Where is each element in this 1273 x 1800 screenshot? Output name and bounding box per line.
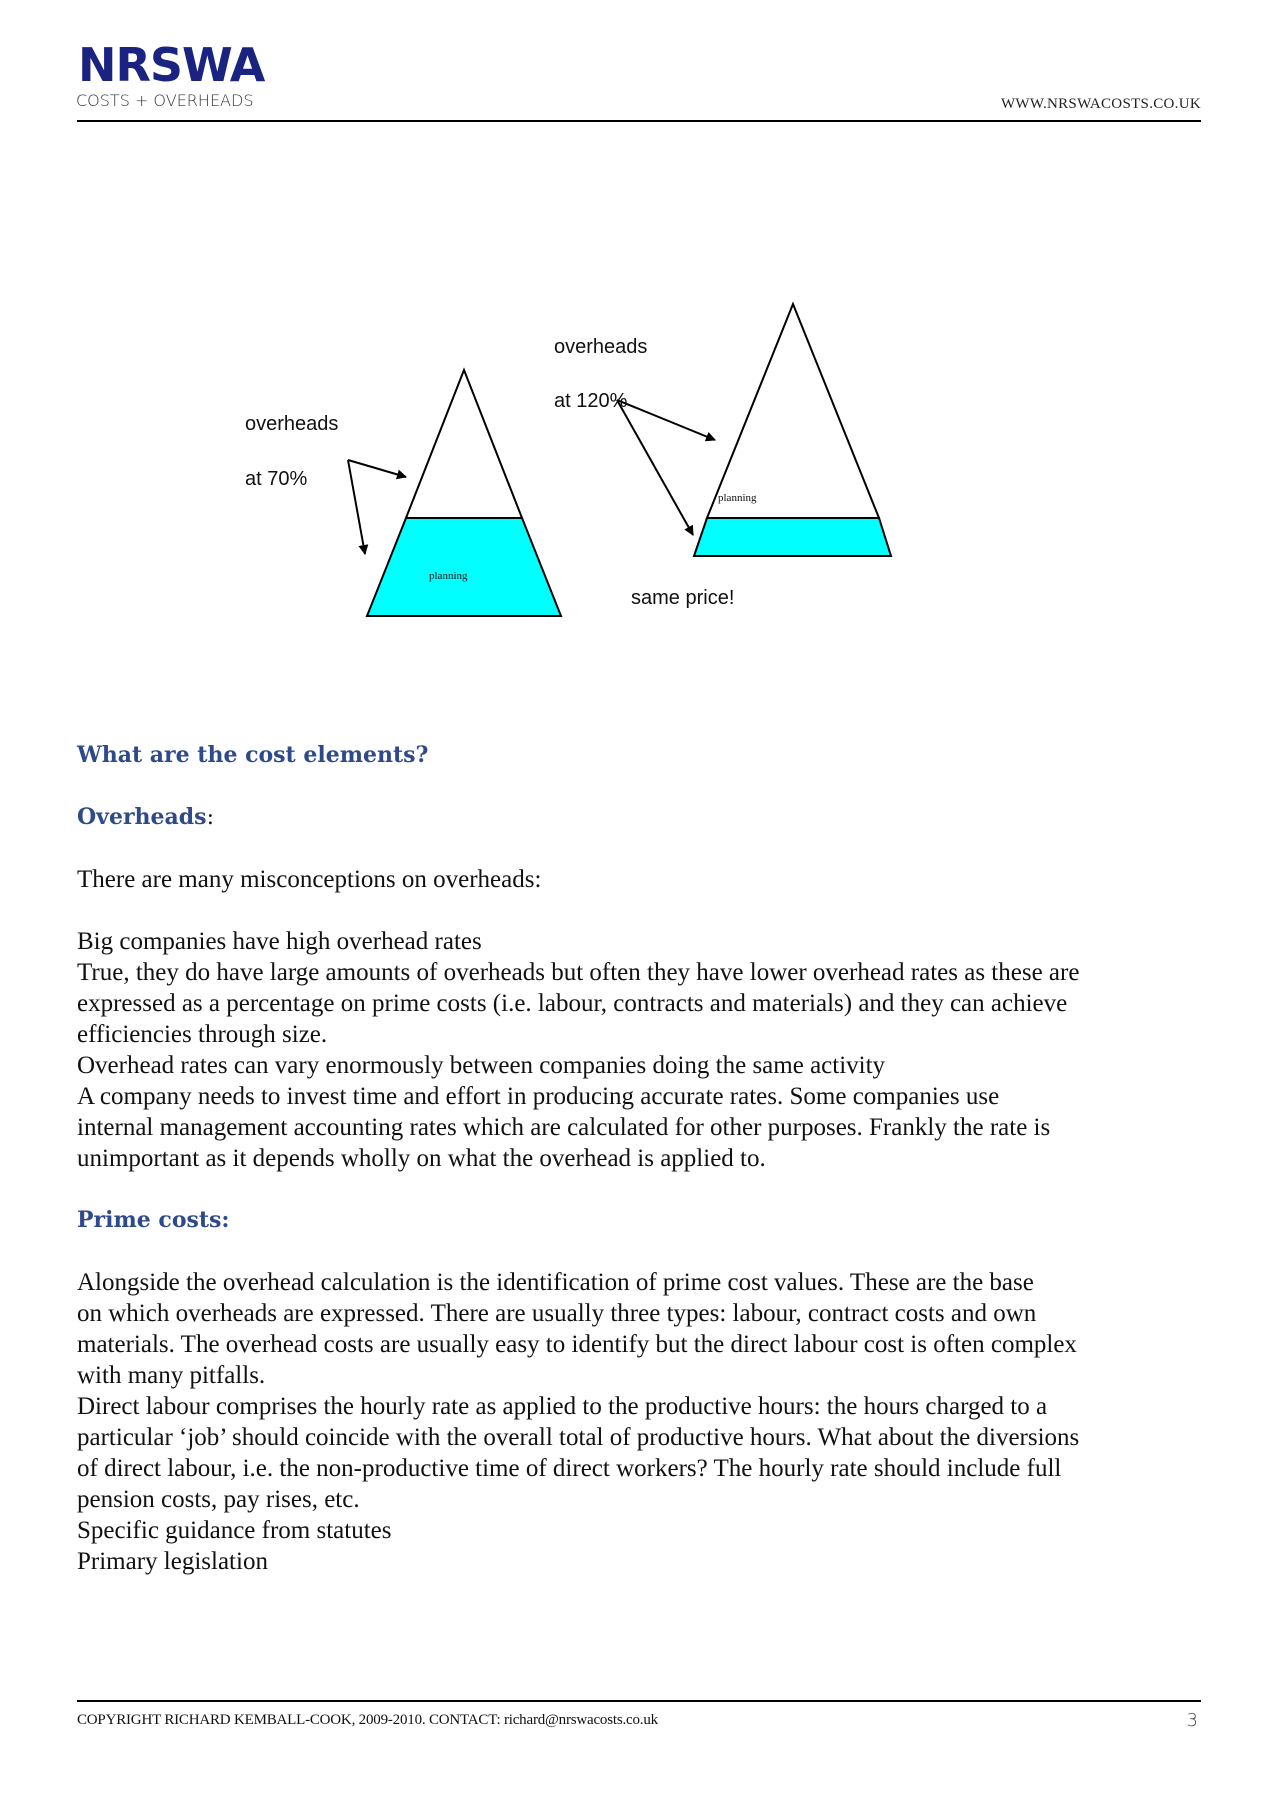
text-line: particular ‘job’ should coincide with the overall total of productive hours. What about the diversions	[77, 1424, 1080, 1451]
right-arrow-to-overheads	[617, 400, 715, 440]
left-overheads-label: overheads	[245, 413, 339, 435]
overheads-intro: There are many misconceptions on overheads:	[77, 866, 542, 893]
website-url: WWW.NRSWACOSTS.CO.UK	[1000, 96, 1201, 112]
logo-title: NRSWA	[78, 38, 265, 92]
right-overheads-label: overheads	[554, 336, 648, 358]
section-heading-cost-elements: What are the cost elements?	[77, 742, 429, 768]
text-line: with many pitfalls.	[77, 1362, 266, 1389]
page-number: 3	[1186, 1710, 1198, 1731]
right-rate-label: at 120%	[554, 390, 628, 412]
overhead-comparison-diagram	[0, 0, 1273, 700]
text-line: internal management accounting rates which are calculated for other purposes. Frankly the rate is	[77, 1114, 1051, 1141]
section-heading-overheads	[77, 802, 1207, 833]
text-line: unimportant as it depends wholly on what the overhead is applied to.	[77, 1145, 766, 1172]
text-line: of direct labour, i.e. the non-productive time of direct workers? The hourly rate should include full	[77, 1455, 1062, 1482]
document-body	[77, 740, 1207, 1577]
footer-copyright: COPYRIGHT RICHARD KEMBALL-COOK, 2009-2010. CONTACT: richard@nrswacosts.co.uk	[77, 1712, 658, 1728]
text-line: efficiencies through size.	[77, 1021, 328, 1048]
logo-subtitle: COSTS + OVERHEADS	[76, 91, 254, 110]
prime-costs-paragraph	[77, 1267, 1207, 1577]
left-overhead-triangle	[406, 370, 522, 518]
text-line: Alongside the overhead calculation is the identification of prime cost values. These are the base	[77, 1269, 1034, 1296]
text-line: Overhead rates can vary enormously between companies doing the same activity	[77, 1052, 886, 1079]
left-planning-base	[367, 518, 561, 616]
text-line: materials. The overhead costs are usually easy to identify but the direct labour cost is often complex	[77, 1331, 1077, 1358]
text-line: True, they do have large amounts of overheads but often they have lower overhead rates as these are	[77, 959, 1080, 986]
left-planning-label: planning	[429, 570, 468, 582]
right-arrow-to-base	[617, 400, 693, 535]
overheads-heading-text: Overheads	[77, 804, 207, 830]
same-price-caption: same price!	[631, 587, 735, 609]
text-line: expressed as a percentage on prime costs (i.e. labour, contracts and materials) and they can achieve	[77, 990, 1068, 1017]
text-line: Direct labour comprises the hourly rate as applied to the productive hours: the hours charged to a	[77, 1393, 1048, 1420]
left-arrow-to-base	[348, 460, 365, 554]
section-heading-prime-costs: Prime costs:	[77, 1207, 230, 1233]
right-planning-label: planning	[718, 492, 757, 504]
left-arrow-to-overheads	[348, 460, 406, 477]
right-planning-base	[694, 518, 891, 556]
footer-divider	[77, 1700, 1201, 1702]
text-line: on which overheads are expressed. There are usually three types: labour, contract costs and own	[77, 1300, 1037, 1327]
text-line: Big companies have high overhead rates	[77, 928, 482, 955]
overheads-heading-colon: :	[206, 805, 214, 830]
text-line: Specific guidance from statutes	[77, 1517, 392, 1544]
right-overhead-triangle	[707, 304, 879, 518]
text-line: A company needs to invest time and effort in producing accurate rates. Some companies use	[77, 1083, 1000, 1110]
left-rate-label: at 70%	[245, 468, 308, 490]
text-line: Primary legislation	[77, 1548, 268, 1575]
overheads-paragraph	[77, 926, 1207, 1174]
text-line: pension costs, pay rises, etc.	[77, 1486, 360, 1513]
